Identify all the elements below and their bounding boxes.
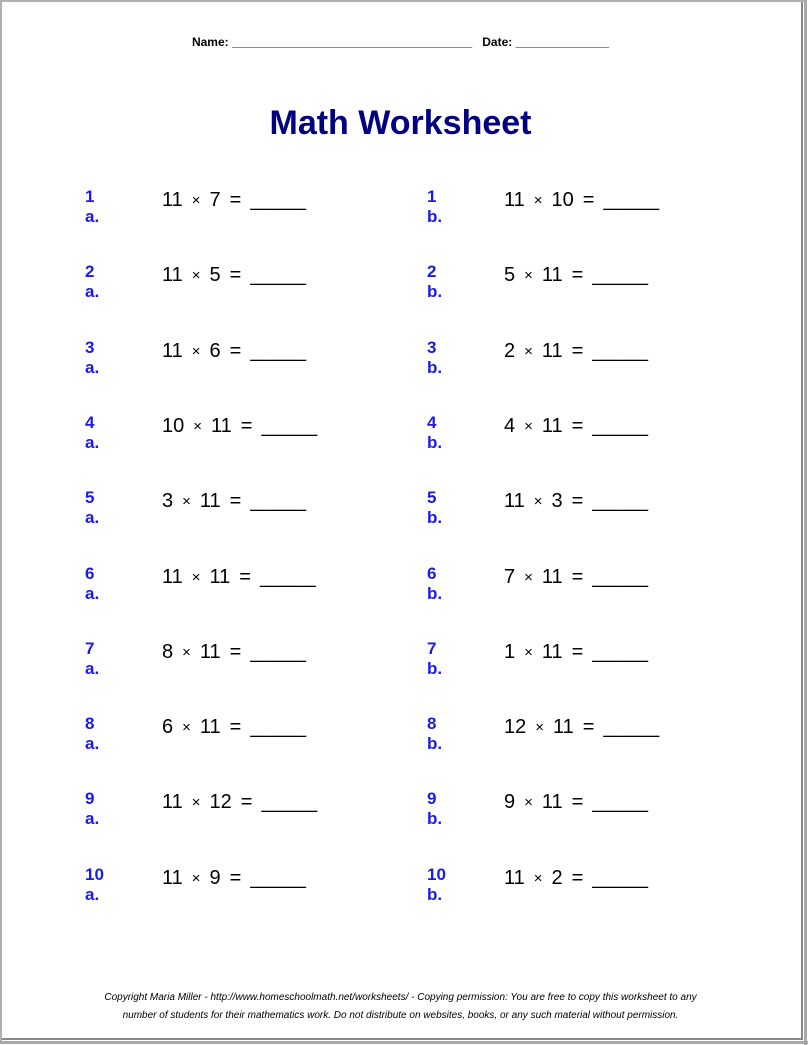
problem-expression — [162, 641, 306, 664]
equals-sign: = — [229, 340, 242, 362]
problem-expression — [504, 867, 648, 890]
times-sign: × — [524, 794, 533, 811]
times-sign: × — [533, 192, 543, 209]
answer-blank: _____ — [250, 264, 306, 286]
operand-a: 11 — [162, 791, 183, 813]
answer-blank: _____ — [250, 490, 306, 512]
operand-b: 11 — [209, 566, 231, 588]
answer-blank: _____ — [250, 716, 306, 738]
problem-label: 5 b. — [427, 488, 443, 527]
operand-a: 4 — [504, 415, 516, 437]
operand-a: 9 — [504, 791, 516, 813]
operand-b: 9 — [209, 867, 221, 889]
operand-a: 6 — [162, 716, 174, 738]
problem-label: 8 a. — [85, 714, 100, 753]
times-sign: × — [191, 870, 201, 887]
times-sign: × — [191, 267, 201, 284]
operand-a: 11 — [504, 867, 525, 889]
operand-a: 7 — [504, 566, 516, 588]
operand-a: 5 — [504, 264, 516, 286]
problem-expression — [504, 791, 648, 814]
answer-blank: _____ — [250, 641, 306, 663]
equals-sign: = — [582, 189, 595, 211]
operand-a: 12 — [504, 716, 527, 738]
equals-sign: = — [229, 641, 242, 663]
answer-blank: _____ — [603, 189, 660, 211]
times-sign: × — [524, 343, 533, 360]
problem-label: 3 b. — [427, 338, 443, 377]
footer-line-2: number of students for their mathematics work. Do not distribute on websites, books, or any such material without permission. — [122, 1010, 679, 1021]
answer-blank: _____ — [592, 641, 648, 663]
answer-blank: _____ — [592, 791, 648, 813]
problem-label: 10 a. — [85, 865, 104, 904]
operand-b: 11 — [541, 566, 563, 588]
answer-blank: _____ — [261, 791, 318, 813]
times-sign: × — [191, 794, 201, 811]
times-sign: × — [182, 493, 191, 510]
times-sign: × — [524, 569, 533, 586]
date-blank: ______________ — [515, 35, 610, 49]
equals-sign: = — [229, 490, 242, 512]
times-sign: × — [182, 719, 191, 736]
problem-expression — [504, 716, 659, 739]
equals-sign: = — [582, 716, 595, 738]
times-sign: × — [191, 569, 201, 586]
operand-b: 11 — [541, 641, 563, 663]
operand-b: 2 — [551, 867, 563, 889]
operand-b: 12 — [209, 791, 232, 813]
operand-b: 11 — [553, 716, 574, 738]
operand-b: 11 — [199, 641, 221, 663]
problem-expression — [162, 189, 306, 212]
page-edge-bottom — [0, 1041, 808, 1044]
problem-expression — [504, 566, 648, 589]
problem-label: 4 b. — [427, 413, 443, 452]
operand-a: 2 — [504, 340, 516, 362]
operand-b: 6 — [209, 340, 221, 362]
problem-label: 10 b. — [427, 865, 446, 904]
operand-a: 10 — [162, 415, 185, 437]
problem-expression — [504, 490, 648, 513]
times-sign: × — [524, 267, 533, 284]
operand-b: 11 — [199, 490, 221, 512]
operand-b: 11 — [199, 716, 221, 738]
operand-b: 11 — [541, 791, 563, 813]
equals-sign: = — [571, 490, 584, 512]
problem-label: 2 a. — [85, 262, 100, 301]
operand-a: 11 — [162, 566, 183, 588]
problem-label: 2 b. — [427, 262, 443, 301]
problem-label: 6 b. — [427, 564, 443, 603]
answer-blank: _____ — [592, 340, 648, 362]
operand-a: 1 — [504, 641, 516, 663]
date-label: Date: — [482, 35, 513, 49]
operand-b: 7 — [209, 189, 221, 211]
equals-sign: = — [229, 264, 242, 286]
page-edge-top — [0, 0, 806, 2]
answer-blank: _____ — [250, 867, 306, 889]
problem-expression — [504, 189, 659, 212]
copyright-footer — [0, 989, 801, 1025]
operand-a: 11 — [162, 867, 183, 889]
problem-label: 9 b. — [427, 789, 443, 828]
equals-sign: = — [571, 867, 584, 889]
answer-blank: _____ — [250, 189, 306, 211]
problem-expression — [162, 340, 306, 363]
equals-sign: = — [240, 791, 253, 813]
problem-expression — [162, 716, 306, 739]
equals-sign: = — [229, 716, 242, 738]
equals-sign: = — [571, 415, 584, 437]
equals-sign: = — [229, 867, 242, 889]
answer-blank: _____ — [592, 867, 648, 889]
footer-line-1: Copyright Maria Miller - http://www.homeschoolmath.net/worksheets/ - Copying permission: You are free to copy this worksheet to any — [104, 992, 697, 1003]
operand-a: 11 — [162, 189, 183, 211]
operand-b: 5 — [209, 264, 221, 286]
times-sign: × — [193, 418, 203, 435]
problem-label: 7 b. — [427, 639, 443, 678]
operand-b: 3 — [551, 490, 563, 512]
problem-label: 3 a. — [85, 338, 100, 377]
answer-blank: _____ — [250, 340, 306, 362]
page-edge-left — [0, 0, 2, 1043]
times-sign: × — [533, 493, 543, 510]
answer-blank: _____ — [592, 415, 648, 437]
name-blank: ____________________________________ — [231, 35, 473, 49]
page-edge-right — [804, 0, 807, 1045]
operand-a: 11 — [162, 264, 183, 286]
equals-sign: = — [571, 641, 584, 663]
problem-expression — [504, 415, 648, 438]
times-sign: × — [191, 343, 201, 360]
problem-expression — [162, 867, 306, 890]
operand-b: 11 — [541, 264, 563, 286]
problem-label: 7 a. — [85, 639, 100, 678]
equals-sign: = — [571, 340, 584, 362]
answer-blank: _____ — [603, 716, 660, 738]
problem-label: 5 a. — [85, 488, 100, 527]
times-sign: × — [533, 870, 543, 887]
page-title: Math Worksheet — [269, 104, 532, 142]
answer-blank: _____ — [261, 415, 318, 437]
problem-expression — [162, 566, 316, 589]
operand-b: 10 — [551, 189, 574, 211]
times-sign: × — [191, 192, 201, 209]
problem-expression — [162, 791, 317, 814]
equals-sign: = — [229, 189, 242, 211]
operand-a: 11 — [504, 189, 525, 211]
problem-label: 1 a. — [85, 187, 100, 226]
times-sign: × — [524, 644, 533, 661]
name-label: Name: — [191, 35, 229, 49]
problem-label: 1 b. — [427, 187, 443, 226]
times-sign: × — [524, 418, 533, 435]
operand-b: 11 — [541, 415, 563, 437]
name-date-line — [0, 35, 801, 49]
problem-label: 9 a. — [85, 789, 100, 828]
times-sign: × — [182, 644, 191, 661]
problem-expression — [162, 415, 317, 438]
operand-a: 11 — [504, 490, 525, 512]
equals-sign: = — [571, 791, 584, 813]
operand-a: 3 — [162, 490, 174, 512]
operand-b: 11 — [211, 415, 232, 437]
operand-b: 11 — [541, 340, 563, 362]
answer-blank: _____ — [259, 566, 316, 588]
operand-a: 11 — [162, 340, 183, 362]
operand-a: 8 — [162, 641, 174, 663]
problem-label: 4 a. — [85, 413, 100, 452]
problem-expression — [504, 641, 648, 664]
equals-sign: = — [240, 415, 253, 437]
times-sign: × — [535, 719, 545, 736]
problem-expression — [162, 490, 306, 513]
answer-blank: _____ — [592, 264, 648, 286]
answer-blank: _____ — [592, 566, 648, 588]
problem-expression — [162, 264, 306, 287]
equals-sign: = — [571, 566, 584, 588]
problem-label: 8 b. — [427, 714, 443, 753]
equals-sign: = — [239, 566, 251, 588]
problem-expression — [504, 264, 648, 287]
problem-expression — [504, 340, 648, 363]
equals-sign: = — [571, 264, 584, 286]
problem-label: 6 a. — [85, 564, 100, 603]
answer-blank: _____ — [592, 490, 648, 512]
